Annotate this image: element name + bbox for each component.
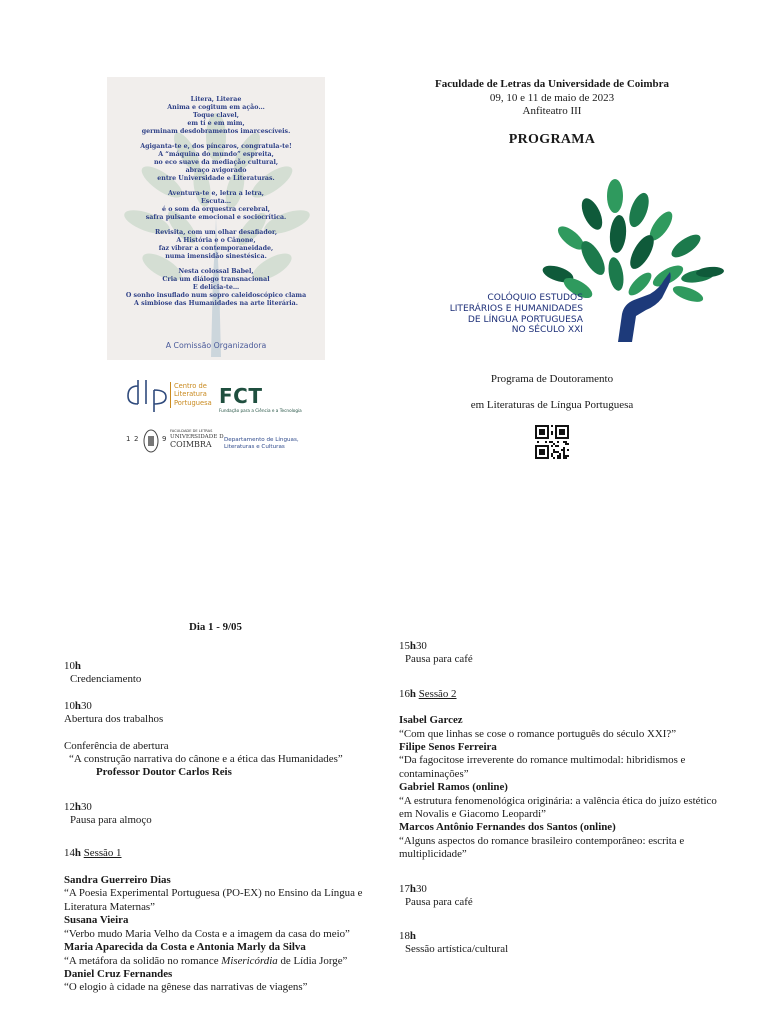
time-hour: 10 <box>64 660 75 672</box>
speaker-name: Susana Vieira <box>64 914 129 927</box>
online-tag: (online) <box>577 821 616 834</box>
clp-name-line: Centro de <box>174 382 207 390</box>
schedule-right <box>399 640 724 956</box>
time-hour: 15 <box>399 640 410 652</box>
time-slot <box>64 660 394 673</box>
time-hour: 12 <box>64 800 75 813</box>
time-minutes: 30 <box>80 800 92 813</box>
coloquio-leaf <box>671 283 705 305</box>
time-h: h <box>409 687 416 700</box>
uc-logo <box>126 428 224 456</box>
slot-label: Credenciamento <box>70 673 142 686</box>
talk-title: “A estrutura fenomenológica originária: a valência ética do juízo estético em Novalis e Giacomo Leopardi” <box>399 794 717 821</box>
uc-year-digit: 9 <box>162 435 167 443</box>
uc-name-line: UNIVERSIDADE D <box>170 434 224 440</box>
time-h: h <box>74 660 81 672</box>
time-hour: 16 <box>399 687 410 700</box>
session-title: Sessão 1 <box>83 846 122 859</box>
conference-speaker: Professor Doutor Carlos Reis <box>96 766 232 779</box>
talk-title: “O elogio à cidade na gênese das narrativas de viagens” <box>64 981 308 994</box>
coloquio-leaf <box>668 231 704 262</box>
slot-label: Pausa para café <box>405 653 473 666</box>
slot-label: Pausa para café <box>405 896 473 909</box>
time-h: h <box>74 846 81 859</box>
time-minutes: 30 <box>80 699 92 712</box>
speaker-name-text: Gabriel Ramos <box>399 781 470 794</box>
coloquio-leaf <box>606 256 626 292</box>
time-minutes: 30 <box>415 882 427 895</box>
uc-year-digit: 1 <box>126 435 131 443</box>
time-hour: 10 <box>64 699 75 712</box>
poem-stanza: Aventura-te e, letra a letra, Escuta… é o som da orquestra cerebral, safra pulsante emocional e sociocrítica. <box>145 189 287 221</box>
speaker-name: Sandra Guerreiro Dias <box>64 874 171 887</box>
slot-label: Sessão artística/cultural <box>405 942 509 955</box>
uc-seal-icon <box>142 428 160 454</box>
coloquio-leaf <box>608 214 627 253</box>
slot-label: Abertura dos trabalhos <box>64 713 164 726</box>
dep-name-line: Literaturas e Culturas <box>224 444 285 450</box>
time-slot <box>399 640 724 653</box>
speaker-name: Filipe Senos Ferreira <box>399 741 497 754</box>
talk-block <box>399 714 724 861</box>
qr-code-icon[interactable] <box>535 425 569 459</box>
poem-stanza: Revisita, com um olhar desafiador, A História e o Cânone, faz vibrar a contemporaneidade, numa imensidão sinestésica. <box>154 228 278 260</box>
speaker-name <box>399 821 724 834</box>
time-h: h <box>409 882 416 895</box>
poem-stanza: Agiganta-te e, dos píncaros, congratula-te! A “máquina do mundo” espreita, no eco suave da mediação cultural, abraço avigorado entre Universidade e Literaturas. <box>140 142 292 182</box>
uc-year-digit: 2 <box>134 435 139 443</box>
conference-title: Conferência de abertura <box>64 739 169 752</box>
talk-title: “Verbo mudo Maria Velho da Costa e a imagem da casa do meio” <box>64 927 350 940</box>
fct-logo <box>219 386 319 416</box>
time-hour: 14 <box>64 846 75 859</box>
conference-talk: “A construção narrativa do cânone e a ética das Humanidades” <box>69 753 343 766</box>
time-slot <box>64 700 394 713</box>
time-h: h <box>409 640 416 652</box>
clp-name-line: Portuguesa <box>174 398 212 407</box>
speaker-name: Daniel Cruz Fernandes <box>64 967 173 980</box>
talk-title-work: Misericórdia <box>221 954 278 967</box>
coloquio-leaf <box>625 190 652 229</box>
clp-mark-icon <box>124 376 172 412</box>
coloquio-logo-text: COLÓQUIO ESTUDOS LITERÁRIOS E HUMANIDADES DE LÍNGUA PORTUGUESA NO SÉCULO XXI <box>449 293 583 336</box>
faculty-name: Faculdade de Letras da Universidade de Coimbra <box>434 78 670 90</box>
department-logo <box>224 437 299 451</box>
time-h: h <box>409 929 416 942</box>
talk-block <box>64 874 394 995</box>
doctorate-line-1: Programa de Doutoramento <box>490 373 614 385</box>
session-heading <box>399 688 724 701</box>
uc-faculty-label: FACULDADE DE LETRAS <box>170 429 213 433</box>
talk-title: “Com que linhas se cose o romance português do século XXI?” <box>399 727 677 740</box>
poem-card <box>107 77 325 360</box>
time-hour: 18 <box>399 929 410 942</box>
fct-mark: FCT <box>219 384 263 408</box>
time-minutes: 30 <box>415 640 427 652</box>
time-h: h <box>74 800 81 813</box>
coloquio-leaf <box>578 195 607 233</box>
slot-label: Pausa para almoço <box>70 814 152 827</box>
talk-title-part: de Lídia Jorge” <box>277 954 348 967</box>
clp-name-line: Literatura <box>174 390 207 399</box>
dep-name-line: Departamento de Línguas, <box>224 437 299 443</box>
talk-title: “Da fagocitose irreverente do romance multimodal: hibridismos e contaminações” <box>399 754 686 780</box>
coloquio-leaf <box>607 179 623 213</box>
uc-name-line: COIMBRA <box>170 440 212 449</box>
time-hour: 17 <box>399 882 410 895</box>
online-tag: (online) <box>469 781 508 794</box>
doctorate-line-2: em Literaturas de Língua Portuguesa <box>470 399 634 411</box>
poem-signature: A Comissão Organizadora <box>165 341 267 350</box>
clp-logo <box>124 376 214 412</box>
poem-stanza: Litera, Literae Anima e cogitum em ação… Toque clavel, em tí e em mim, germinam desdobramentos imarcescíveis. <box>141 96 291 135</box>
speaker-name: Maria Aparecida da Costa e Antonia Marly da Silva <box>64 941 306 954</box>
time-slot <box>399 883 724 896</box>
schedule-left <box>64 660 394 995</box>
talk-title <box>64 955 394 968</box>
program-title: PROGRAMA <box>508 132 596 147</box>
time-slot <box>399 930 724 943</box>
talk-title: “A Poesia Experimental Portuguesa (PO-EX) no Ensino da Língua e Literatura Maternas” <box>64 887 363 913</box>
talk-title: “Alguns aspectos do romance brasileiro contemporâneo: escrita e multiplicidade” <box>399 834 685 861</box>
event-venue: Anfiteatro III <box>522 105 582 117</box>
session-title: Sessão 2 <box>418 687 457 700</box>
talk-title-part: “A metáfora da solidão no romance <box>64 954 222 967</box>
time-h: h <box>74 699 81 712</box>
speaker-name <box>399 781 724 794</box>
speaker-name-text: Marcos Antônio Fernandes dos Santos <box>399 821 578 834</box>
session-heading <box>64 847 394 860</box>
speaker-name: Isabel Garcez <box>399 714 463 727</box>
event-dates: 09, 10 e 11 de maio de 2023 <box>489 92 615 104</box>
day-title: Dia 1 - 9/05 <box>189 621 242 633</box>
time-slot <box>64 801 394 814</box>
fct-subtitle: Fundação para a Ciência e a Tecnologia <box>219 408 302 413</box>
poem-stanza: Nesta colossal Babel, Cria um diálogo transnacional E delicia-te… O sonho insuflado num sopro caleidoscópico clama A simbiose das Humanidades na arte literária. <box>125 267 307 307</box>
poem-text <box>107 96 325 315</box>
